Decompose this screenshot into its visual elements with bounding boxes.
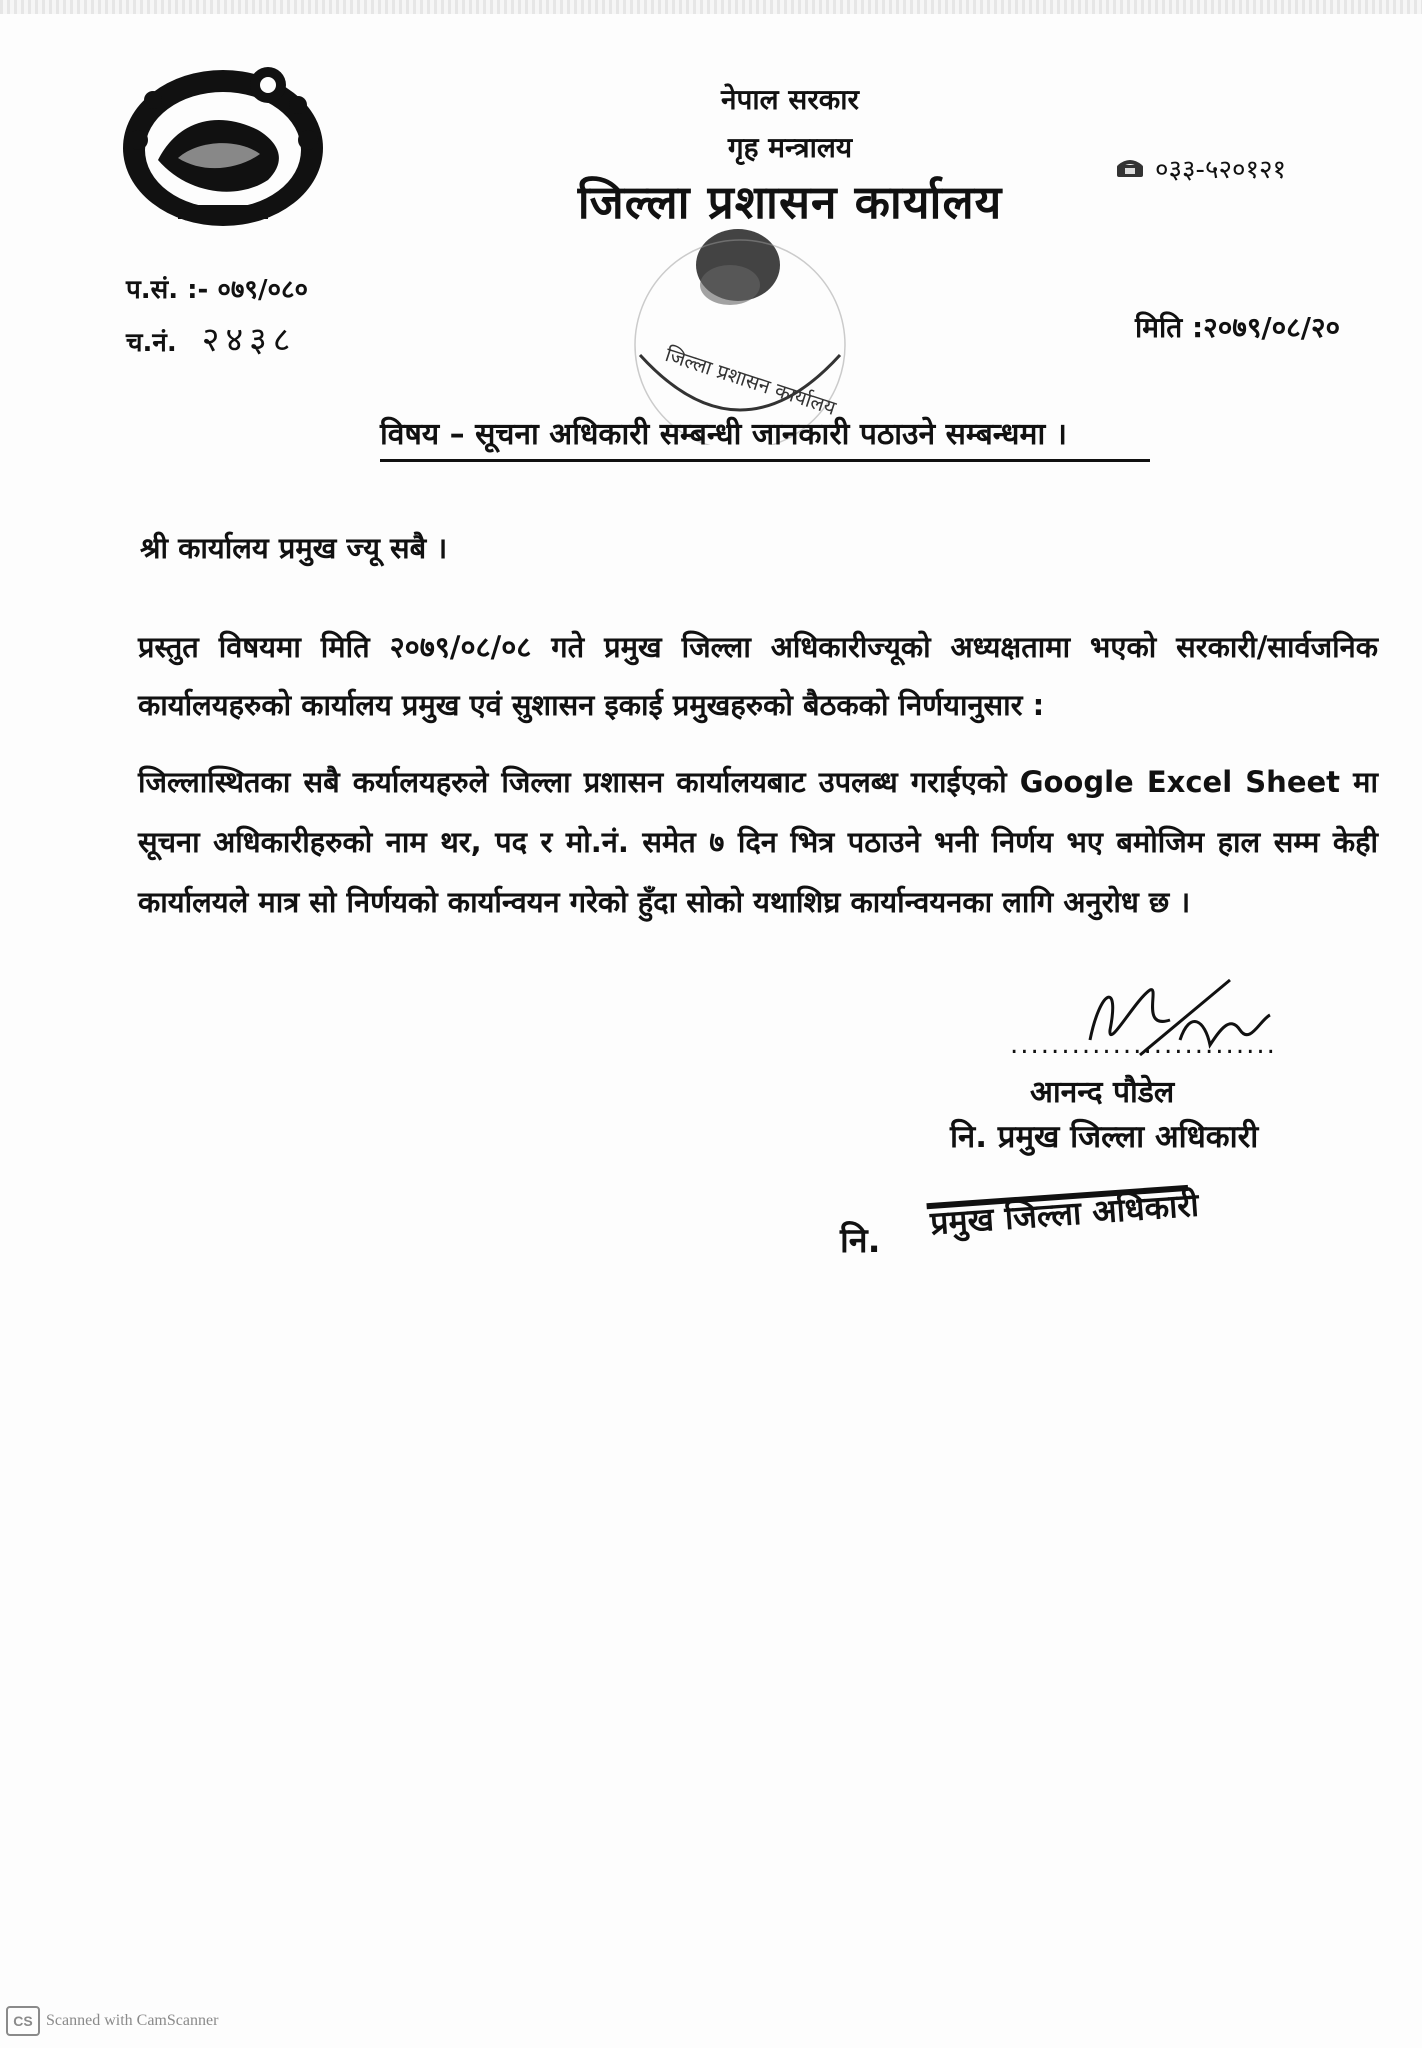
telephone-icon: [1115, 157, 1145, 179]
stamp-prefix: नि.: [840, 1221, 881, 1261]
dispatch-label: च.नं.: [126, 328, 177, 358]
subject-line: विषय – सूचना अधिकारी सम्बन्धी जानकारी पठाउने सम्बन्धमा ।: [380, 412, 1150, 462]
scanner-watermark: [6, 2006, 218, 2036]
seal-text: जिल्ला प्रशासन कार्यालय: [662, 342, 839, 420]
signatory-name: आनन्द पौडेल: [1030, 1075, 1175, 1110]
body-paragraph-1: प्रस्तुत विषयमा मिति २०७९/०८/०८ गते प्रमुख जिल्ला अधिकारीज्यूको अध्यक्षतामा भएको सरकारी/सार्वजनिक कार्यालयहरुको कार्यालय प्रमुख एवं सुशासन इकाई प्रमुखहरुको बैठकको निर्णयानुसार :: [138, 630, 1378, 722]
ministry-heading: गृह मन्त्रालय: [727, 131, 853, 164]
scanner-text: Scanned with CamScanner: [46, 2012, 219, 2029]
letter-date: मिति :२०७९/०८/२०: [1135, 311, 1341, 344]
dispatch-value: २४३८: [201, 320, 297, 360]
nepal-emblem-icon: [118, 50, 328, 230]
phone-text: ०३३-५२०१२१: [1155, 155, 1287, 185]
designation-stamp: [840, 1180, 1200, 1260]
dispatch-number: [126, 315, 297, 361]
government-heading: नेपाल सरकार: [720, 83, 860, 116]
letter-number: प.सं. :- ०७९/०८०: [126, 275, 309, 305]
signatory-title: नि. प्रमुख जिल्ला अधिकारी: [950, 1119, 1259, 1155]
signature-line: ..........................: [1010, 1030, 1277, 1060]
camscanner-icon: CS: [6, 2006, 40, 2036]
stamp-text: प्रमुख जिल्ला अधिकारी: [929, 1185, 1200, 1243]
scan-edge: [0, 0, 1422, 14]
body-paragraph-2: जिल्लास्थितका सबै कर्यालयहरुले जिल्ला प्रशासन कार्यालयबाट उपलब्ध गराईएको Google Excel Sheet मा सूचना अधिकारीहरुको नाम थर, पद र मो.नं. समेत ७ दिन भित्र पठाउने भनी निर्णय भए बमोजिम हाल सम्म केही कार्यालयले मात्र सो निर्णयको कार्यान्वयन गरेको हुँदा सोको यथाशिघ्र कार्यान्वयनका लागि अनुरोध छ ।: [138, 765, 1378, 919]
office-heading: जिल्ला प्रशासन कार्यालय: [577, 175, 1003, 229]
phone-number: [1115, 150, 1286, 186]
salutation: श्री कार्यालय प्रमुख ज्यू सबै ।: [140, 531, 448, 565]
